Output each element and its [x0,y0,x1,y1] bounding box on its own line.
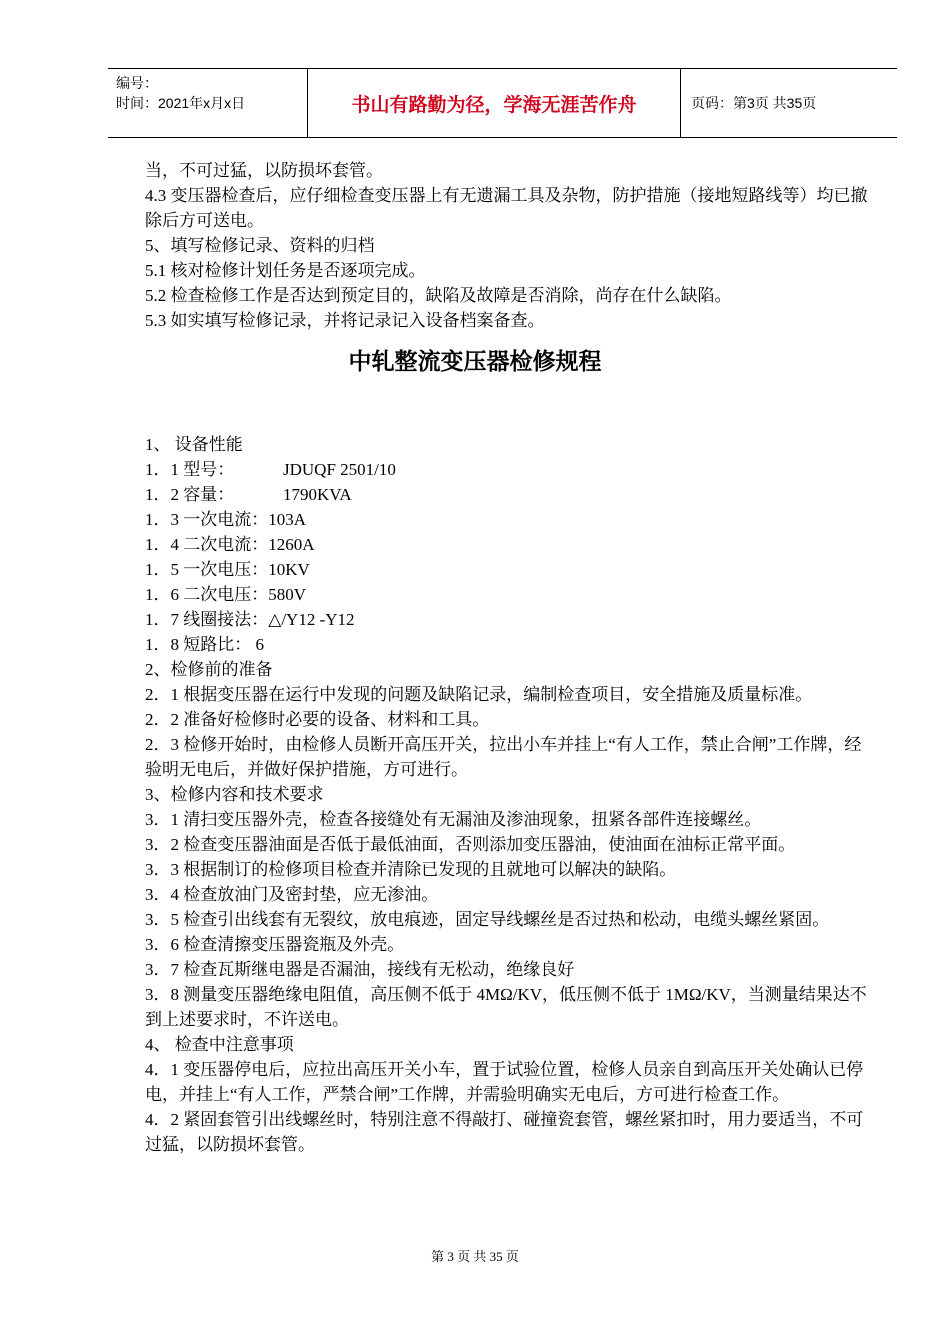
paragraph: 5.3 如实填写检修记录，并将记录记入设备档案备查。 [145,311,545,330]
paragraph: 当，不可过猛，以防损坏套管。 [145,161,383,180]
spec-line: 1．8 短路比： 6 [145,635,264,654]
top-continuation [145,158,875,333]
section-heading: 2、检修前的准备 [145,660,273,679]
page-footer: 第 3 页 共 35 页 [431,1249,519,1264]
paragraph: 5.2 检查检修工作是否达到预定目的，缺陷及故障是否消除，尚存在什么缺陷。 [145,286,732,305]
main-content [145,432,875,1157]
spec-row [145,482,875,507]
spec-value: JDUQF 2501/10 [283,460,396,479]
spec-line: 1．3 一次电流：103A [145,510,307,529]
document-time: 时间：2021年x月x日 [116,95,246,111]
paragraph: 2．3 检修开始时，由检修人员断开高压开关，拉出小车并挂上“有人工作，禁止合闸”工作牌，经验明无电后，并做好保护措施，方可进行。 [145,735,862,779]
document-title: 中轧整流变压器检修规程 [348,349,602,375]
paragraph: 3．1 清扫变压器外壳，检查各接缝处有无漏油及渗油现象，扭紧各部件连接螺丝。 [145,810,762,829]
spec-label: 1．2 容量： [145,485,235,504]
header-page-info: 页码：第3页 共35页 [691,95,817,111]
spec-line: 1．5 一次电压：10KV [145,560,310,579]
paragraph: 3．8 测量变压器绝缘电阻值，高压侧不低于 4MΩ/KV，低压侧不低于 1MΩ/KV，当测量结果达不到上述要求时，不许送电。 [145,985,867,1029]
document-number: 编号： [116,75,158,91]
paragraph: 3．2 检查变压器油面是否低于最低油面，否则添加变压器油，使油面在油标正常平面。 [145,835,796,854]
header-meta-cell [108,69,308,137]
section-heading: 4、 检查中注意事项 [145,1035,294,1054]
header-motto: 书山有路勤为径，学海无涯苦作舟 [308,69,681,137]
spec-row [145,457,875,482]
section-heading: 3、检修内容和技术要求 [145,785,324,804]
paragraph: 4．2 紧固套管引出线螺丝时，特别注意不得敲打、碰撞瓷套管，螺丝紧扣时，用力要适当，不可过猛，以防损坏套管。 [145,1110,864,1154]
spec-line: 1．7 线圈接法：△/Y12 -Y12 [145,610,355,629]
paragraph: 3．4 检查放油门及密封垫，应无渗油。 [145,885,439,904]
section-heading: 1、 设备性能 [145,435,243,454]
paragraph: 2．2 准备好检修时必要的设备、材料和工具。 [145,710,490,729]
paragraph: 4.3 变压器检查后，应仔细检查变压器上有无遗漏工具及杂物，防护措施（接地短路线等）均已撤除后方可送电。 [145,186,868,230]
spec-line: 1．4 二次电流：1260A [145,535,315,554]
paragraph: 3．5 检查引出线套有无裂纹，放电痕迹，固定导线螺丝是否过热和松动，电缆头螺丝紧固。 [145,910,830,929]
paragraph: 5.1 核对检修计划任务是否逐项完成。 [145,261,426,280]
paragraph: 2．1 根据变压器在运行中发现的问题及缺陷记录，编制检查项目，安全措施及质量标准。 [145,685,813,704]
paragraph: 3．6 检查清擦变压器瓷瓶及外壳。 [145,935,405,954]
spec-value: 1790KVA [283,485,352,504]
paragraph: 4．1 变压器停电后，应拉出高压开关小车，置于试验位置，检修人员亲自到高压开关处确认已停电，并挂上“有人工作，严禁合闸”工作牌，并需验明确实无电后，方可进行检查工作。 [145,1060,864,1104]
spec-label: 1．1 型号： [145,460,235,479]
paragraph: 3．3 根据制订的检修项目检查并清除已发现的且就地可以解决的缺陷。 [145,860,677,879]
spec-line: 1．6 二次电压：580V [145,585,307,604]
paragraph: 3．7 检查瓦斯继电器是否漏油，接线有无松动，绝缘良好 [145,960,575,979]
paragraph: 5、填写检修记录、资料的归档 [145,236,375,255]
header-table [108,68,897,138]
